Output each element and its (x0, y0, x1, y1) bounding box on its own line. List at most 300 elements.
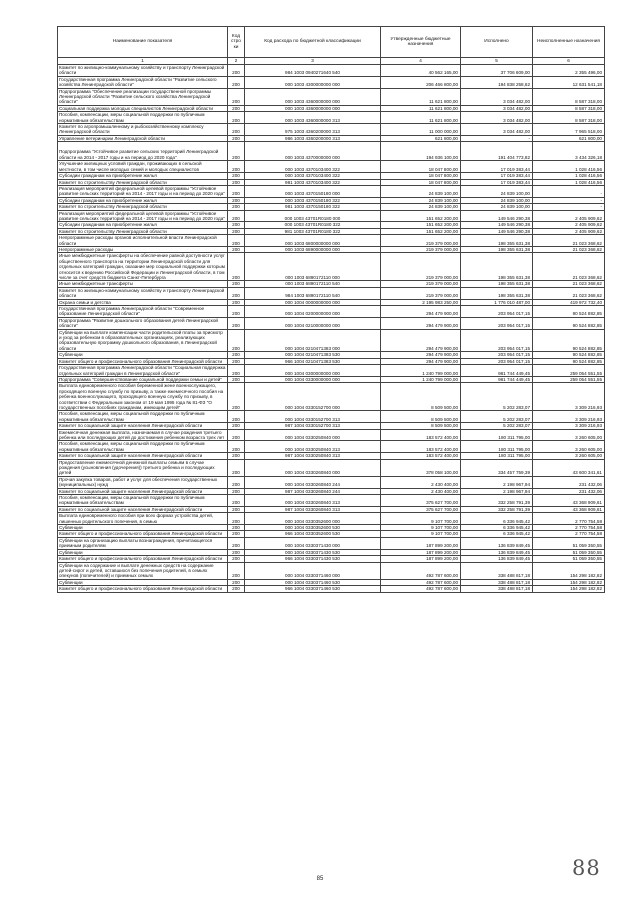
table-row (58, 488, 605, 494)
row-executed-cell: 203 954 017,15 (461, 352, 533, 358)
row-code-cell: 200 (228, 228, 245, 234)
column-number: 2 (228, 58, 245, 65)
row-code-cell: 200 (228, 383, 245, 411)
row-code-cell: 200 (228, 586, 245, 592)
row-name-cell: Комитет по строительству Ленинградской области (58, 204, 228, 210)
row-approved-cell: 18 047 800,00 (381, 179, 461, 185)
table-row (58, 562, 605, 579)
row-code-cell: 200 (228, 429, 245, 441)
row-executed-cell: 338 488 817,18 (461, 586, 533, 592)
row-code-cell: 200 (228, 204, 245, 210)
row-remaining-cell: 21 023 368,62 (533, 235, 605, 247)
row-approved-cell: 8 509 500,00 (381, 383, 461, 411)
row-approved-cell: 151 652 200,00 (381, 222, 461, 228)
row-executed-cell: 332 258 791,39 (461, 495, 533, 507)
row-approved-cell: 8 509 500,00 (381, 423, 461, 429)
row-name-cell: Субвенции на содержание и выплате денежных средств на содержание детей-сирот и детей, оставшихся без попечения родителей, в семьях опекунов (попечителей) и приемных семьях (58, 562, 228, 579)
row-approved-cell: 621 800,00 (381, 135, 461, 141)
row-kbk-cell: 000 1003 6800000000 000 (245, 235, 381, 247)
row-kbk-cell: 981 1003 4370103400 322 (245, 179, 381, 185)
row-name-cell: Субвенции (58, 352, 228, 358)
row-code-cell: 200 (228, 488, 245, 494)
row-kbk-cell: 984 1003 0940271640 540 (245, 65, 381, 77)
budget-execution-table (57, 26, 605, 593)
table-row (58, 453, 605, 459)
row-executed-cell: 17 019 383,44 (461, 173, 533, 179)
row-kbk-cell: 000 1004 0330352600 000 (245, 513, 381, 525)
row-code-cell: 200 (228, 124, 245, 136)
row-name-cell: Комитет по строительству Ленинградской области (58, 228, 228, 234)
row-code-cell: 200 (228, 537, 245, 549)
table-row (58, 376, 605, 382)
row-remaining-cell: 8 587 318,00 (533, 88, 605, 105)
row-remaining-cell: 21 023 368,62 (533, 281, 605, 287)
row-name-cell: Непрограммные расходы (58, 246, 228, 252)
row-kbk-cell: 981 1003 43701R0180 322 (245, 228, 381, 234)
row-remaining-cell: - (533, 204, 605, 210)
row-name-cell: Государственная программа Ленинградской области "Современное образование Ленинградской области" (58, 306, 228, 318)
row-remaining-cell: 2 405 909,62 (533, 228, 605, 234)
row-code-cell: 200 (228, 246, 245, 252)
row-code-cell: 200 (228, 459, 245, 476)
row-code-cell: 200 (228, 105, 245, 111)
table-row (58, 173, 605, 179)
row-code-cell: 200 (228, 506, 245, 512)
row-remaining-cell: 90 524 882,85 (533, 317, 605, 329)
row-remaining-cell: 3 260 605,00 (533, 453, 605, 459)
row-kbk-cell: 987 1004 0330250840 313 (245, 453, 381, 459)
row-approved-cell: 9 107 700,00 (381, 531, 461, 537)
row-code-cell: 200 (228, 365, 245, 377)
row-approved-cell: 24 839 100,00 (381, 197, 461, 203)
row-approved-cell: 183 572 400,00 (381, 429, 461, 441)
row-kbk-cell: 966 1004 0330371460 530 (245, 586, 381, 592)
row-name-cell: Выплата единовременного пособия при всех формах устройства детей, лишенных родительского попечения, в семью (58, 513, 228, 525)
header-approved: Утвержденные бюджетные назначения (381, 27, 461, 58)
row-executed-cell: 6 336 945,42 (461, 531, 533, 537)
row-code-cell: 200 (228, 513, 245, 525)
row-executed-cell: 191 404 773,82 (461, 142, 533, 161)
table-row (58, 210, 605, 222)
table-row (58, 179, 605, 185)
row-remaining-cell: 231 432,06 (533, 488, 605, 494)
row-executed-cell: 24 839 100,00 (461, 185, 533, 197)
row-code-cell: 200 (228, 562, 245, 579)
row-approved-cell: 8 509 500,00 (381, 411, 461, 423)
row-remaining-cell: 90 524 882,85 (533, 329, 605, 352)
table-row (58, 76, 605, 88)
row-name-cell: Государственная программа Ленинградской области "Социальная поддержка отдельных категорий граждан в Ленинградской области" (58, 365, 228, 377)
table-row (58, 124, 605, 136)
table-row (58, 185, 605, 197)
row-approved-cell: 194 936 100,00 (381, 142, 461, 161)
row-approved-cell: 183 572 400,00 (381, 453, 461, 459)
row-executed-cell: 338 488 817,18 (461, 562, 533, 579)
row-kbk-cell: 987 1004 0330152700 313 (245, 423, 381, 429)
row-approved-cell: 11 621 800,00 (381, 105, 461, 111)
row-kbk-cell: 000 1004 0330260840 313 (245, 495, 381, 507)
row-executed-cell: 203 954 017,15 (461, 329, 533, 352)
row-executed-cell: 2 198 967,94 (461, 488, 533, 494)
row-remaining-cell: 1 028 416,56 (533, 161, 605, 173)
row-name-cell: Комитет общего и профессионального образования Ленинградской области (58, 531, 228, 537)
row-approved-cell: 187 899 200,00 (381, 537, 461, 549)
table-row (58, 383, 605, 411)
row-code-cell: 200 (228, 306, 245, 318)
row-name-cell: Иные межбюджетные трансферты на обеспечение равной доступности услуг общественного транспорта на территории Ленинградской области для отдельных категорий граждан, оказание мер социальной поддержки которым относится к ведению Российской Федерации и Ленинградской области, в том числе за счет средств бюджета Санкт-Петербурга (58, 253, 228, 281)
row-kbk-cell: 000 1004 0330152700 313 (245, 411, 381, 423)
row-kbk-cell: 000 1003 4370150180 322 (245, 197, 381, 203)
table-row (58, 476, 605, 488)
row-remaining-cell: 3 309 216,93 (533, 383, 605, 411)
table-row (58, 88, 605, 105)
table-row (58, 429, 605, 441)
row-kbk-cell: 966 1004 0330371430 530 (245, 556, 381, 562)
row-executed-cell: 136 839 849,45 (461, 556, 533, 562)
row-name-cell: Субвенции на организацию выплаты вознаграждения, причитающегося приемным родителям (58, 537, 228, 549)
row-remaining-cell: 1 028 416,56 (533, 173, 605, 179)
row-approved-cell: 375 627 700,00 (381, 495, 461, 507)
table-row (58, 365, 605, 377)
row-executed-cell: 981 744 449,45 (461, 365, 533, 377)
table-row (58, 495, 605, 507)
table-row (58, 506, 605, 512)
row-kbk-cell: 000 1004 0330250840 000 (245, 429, 381, 441)
row-kbk-cell: 000 1003 6890172110 540 (245, 281, 381, 287)
row-executed-cell: 2 198 967,94 (461, 476, 533, 488)
row-kbk-cell: 000 1003 4360000000 000 (245, 105, 381, 111)
row-name-cell: Пособия, компенсации, меры социальной поддержки по публичным нормативным обязательствам (58, 495, 228, 507)
row-approved-cell: 2 430 400,00 (381, 476, 461, 488)
row-approved-cell: 1 240 799 000,00 (381, 365, 461, 377)
row-remaining-cell: 51 059 350,55 (533, 556, 605, 562)
row-executed-cell: 203 954 017,15 (461, 317, 533, 329)
row-executed-cell: 5 202 283,07 (461, 423, 533, 429)
row-executed-cell: 24 839 100,00 (461, 197, 533, 203)
column-number-row (58, 58, 605, 65)
row-approved-cell: 294 479 900,00 (381, 329, 461, 352)
row-approved-cell: 219 379 000,00 (381, 235, 461, 247)
row-remaining-cell: 259 054 551,55 (533, 365, 605, 377)
row-executed-cell: 17 019 383,44 (461, 179, 533, 185)
table-row (58, 411, 605, 423)
row-name-cell: Предоставление ежемесячной денежной выплаты семьям в случае рождения (усыновления (удочерения)) третьего ребенка и последующих детей (58, 459, 228, 476)
row-approved-cell: 183 572 400,00 (381, 441, 461, 453)
row-executed-cell: 3 034 482,00 (461, 124, 533, 136)
table-row (58, 306, 605, 318)
row-approved-cell: 492 787 600,00 (381, 562, 461, 579)
row-remaining-cell: 3 260 605,00 (533, 429, 605, 441)
row-name-cell: Реализация мероприятий федеральной целевой программы "Устойчивое развитие сельских территорий на 2014 - 2017 годы и на период до 2020 года" (58, 210, 228, 222)
row-executed-cell: 3 034 482,00 (461, 112, 533, 124)
page-number: 85 (316, 876, 324, 882)
row-name-cell: Субсидии гражданам на приобретение жилья (58, 173, 228, 179)
row-remaining-cell: 12 631 541,18 (533, 76, 605, 88)
row-kbk-cell: 000 1003 43701R0180 322 (245, 222, 381, 228)
column-number: 1 (58, 58, 228, 65)
row-code-cell: 200 (228, 423, 245, 429)
row-approved-cell: 2 430 400,00 (381, 488, 461, 494)
row-code-cell: 200 (228, 476, 245, 488)
row-remaining-cell: 3 309 216,93 (533, 423, 605, 429)
row-executed-cell: 198 355 631,38 (461, 246, 533, 252)
table-row (58, 235, 605, 247)
header-executed: Исполнено (461, 27, 533, 58)
row-approved-cell: 294 479 900,00 (381, 317, 461, 329)
row-approved-cell: 187 899 200,00 (381, 556, 461, 562)
row-code-cell: 200 (228, 352, 245, 358)
table-row (58, 161, 605, 173)
table-body (58, 65, 605, 593)
row-executed-cell: 194 838 258,62 (461, 76, 533, 88)
row-remaining-cell: 3 309 216,93 (533, 411, 605, 423)
row-kbk-cell: 000 1004 0330260840 244 (245, 476, 381, 488)
row-kbk-cell: 000 1004 0330250840 313 (245, 441, 381, 453)
row-name-cell: Субвенции на выплате компенсации части родительской платы за присмотр и уход за ребенком в образовательных организациях, реализующих образовательную программу дошкольного образования, в Ленинградской области (58, 329, 228, 352)
row-remaining-cell: 154 298 182,82 (533, 579, 605, 585)
row-kbk-cell: 000 1004 0330000000 000 (245, 376, 381, 382)
row-kbk-cell: 000 1003 4360000000 000 (245, 88, 381, 105)
row-kbk-cell: 000 1003 6890172110 000 (245, 253, 381, 281)
row-name-cell: Выплата единовременного пособия беременной жене военнослужащего, проходящего военную службу по призыву, а также ежемесячного пособия на ребенка военнослужащего, проходящего военную службу по призыву, в соответствии с Федеральным законом от 19 мая 1995 года № 81-ФЗ "О государственных пособиях гражданам, имеющим детей" (58, 383, 228, 411)
row-executed-cell: 332 258 791,39 (461, 506, 533, 512)
row-approved-cell: 24 839 100,00 (381, 185, 461, 197)
row-name-cell: Комитет по строительству Ленинградской области (58, 179, 228, 185)
table-row (58, 287, 605, 299)
table-row (58, 105, 605, 111)
row-code-cell: 200 (228, 317, 245, 329)
row-approved-cell: 9 107 700,00 (381, 525, 461, 531)
row-approved-cell: 18 047 800,00 (381, 173, 461, 179)
row-kbk-cell: 000 1004 0210471383 000 (245, 329, 381, 352)
row-code-cell: 200 (228, 453, 245, 459)
row-kbk-cell: 000 1004 0210000000 000 (245, 317, 381, 329)
row-kbk-cell: 000 1003 4300000000 000 (245, 76, 381, 88)
table-row (58, 423, 605, 429)
row-remaining-cell: 2 770 754,58 (533, 531, 605, 537)
row-kbk-cell: 000 1004 0000000000 000 (245, 299, 381, 305)
table-row (58, 441, 605, 453)
row-approved-cell: 11 000 000,00 (381, 124, 461, 136)
row-name-cell: Ежемесячная денежная выплата, назначаемая в случае рождения третьего ребенка или последующих детей до достижения ребенком возраста трех лет (58, 429, 228, 441)
table-row (58, 317, 605, 329)
row-code-cell: 200 (228, 281, 245, 287)
table-row (58, 253, 605, 281)
row-executed-cell: 6 336 945,42 (461, 525, 533, 531)
row-remaining-cell: 8 587 318,00 (533, 105, 605, 111)
row-name-cell: Подпрограмма "Развитие дошкольного образования детей Ленинградской области" (58, 317, 228, 329)
row-approved-cell: 219 379 000,00 (381, 287, 461, 299)
table-row (58, 222, 605, 228)
row-executed-cell: 180 311 795,00 (461, 429, 533, 441)
row-kbk-cell: 000 1003 6890000000 000 (245, 246, 381, 252)
row-kbk-cell: 000 1003 4360000000 313 (245, 112, 381, 124)
row-kbk-cell: 981 1003 4370150180 322 (245, 204, 381, 210)
row-executed-cell: 149 546 290,38 (461, 210, 533, 222)
row-code-cell: 200 (228, 329, 245, 352)
row-code-cell: 200 (228, 531, 245, 537)
row-executed-cell: 180 311 795,00 (461, 453, 533, 459)
row-code-cell: 200 (228, 525, 245, 531)
row-remaining-cell: 2 355 496,00 (533, 65, 605, 77)
row-code-cell: 200 (228, 179, 245, 185)
row-approved-cell: 187 899 200,00 (381, 549, 461, 555)
row-name-cell: Прочая закупка товаров, работ и услуг для обеспечения государственных (муниципальных) нужд (58, 476, 228, 488)
row-code-cell: 200 (228, 376, 245, 382)
row-name-cell: Комитет по социальной защите населения Ленинградской области (58, 488, 228, 494)
table-row (58, 513, 605, 525)
row-name-cell: Управление ветеринарии Ленинградской области (58, 135, 228, 141)
row-executed-cell: 203 954 017,15 (461, 358, 533, 364)
column-number: 3 (245, 58, 381, 65)
row-name-cell: Иные межбюджетные трансферты (58, 281, 228, 287)
row-name-cell: Комитет по социальной защите населения Ленинградской области (58, 506, 228, 512)
row-executed-cell: 180 311 795,00 (461, 441, 533, 453)
row-approved-cell: 18 047 800,00 (381, 161, 461, 173)
row-executed-cell: 17 019 383,44 (461, 161, 533, 173)
row-approved-cell: 11 621 800,00 (381, 112, 461, 124)
row-code-cell: 200 (228, 299, 245, 305)
row-executed-cell: 24 839 100,00 (461, 204, 533, 210)
row-executed-cell: 198 355 631,38 (461, 281, 533, 287)
row-name-cell: Комитет по агропромышленному и рыбохозяйственному комплексу Ленинградской области (58, 124, 228, 136)
row-kbk-cell: 987 1004 0330260840 244 (245, 488, 381, 494)
header-kbk: Код расхода по бюджетной классификации (245, 27, 381, 58)
row-name-cell: Подпрограмма "Обеспечение реализации государственной программы Ленинградской области "Развитие сельского хозяйства Ленинградской области" (58, 88, 228, 105)
row-kbk-cell: 000 1003 4370103400 322 (245, 161, 381, 173)
header-code: Код стро ки (228, 27, 245, 58)
row-approved-cell: 2 195 983 250,00 (381, 299, 461, 305)
table-row (58, 65, 605, 77)
row-executed-cell: 198 355 631,38 (461, 287, 533, 299)
row-code-cell: 200 (228, 358, 245, 364)
row-approved-cell: 9 107 700,00 (381, 513, 461, 525)
row-executed-cell: 203 954 017,15 (461, 306, 533, 318)
row-executed-cell: 198 355 631,38 (461, 253, 533, 281)
row-code-cell: 200 (228, 185, 245, 197)
column-number: 6 (533, 58, 605, 65)
row-approved-cell: 151 652 200,00 (381, 228, 461, 234)
row-kbk-cell: 975 1003 4360200000 313 (245, 124, 381, 136)
table-row (58, 329, 605, 352)
row-remaining-cell: 90 524 882,85 (533, 306, 605, 318)
row-name-cell: Государственная программа Ленинградской области "Развитие сельского хозяйства Ленинградской области" (58, 76, 228, 88)
row-name-cell: Комитет по социальной защите населения Ленинградской области (58, 453, 228, 459)
header-name: Наименование показателя (58, 27, 228, 58)
row-code-cell: 200 (228, 197, 245, 203)
row-executed-cell: 37 706 609,00 (461, 65, 533, 77)
row-executed-cell: 149 546 290,38 (461, 222, 533, 228)
row-kbk-cell: 000 1004 0330352600 530 (245, 525, 381, 531)
row-name-cell: Улучшение жилищных условий граждан, проживающих в сельской местности, в том числе молодых семей и молодых специалистов (58, 161, 228, 173)
row-approved-cell: 40 562 165,00 (381, 65, 461, 77)
row-name-cell: Непрограммные расходы органов исполнительной власти Ленинградской области (58, 235, 228, 247)
row-name-cell: Комитет общего и профессионального образования Ленинградской области (58, 586, 228, 592)
row-approved-cell: 375 627 700,00 (381, 506, 461, 512)
row-code-cell: 200 (228, 210, 245, 222)
row-approved-cell: 219 379 000,00 (381, 253, 461, 281)
row-code-cell: 200 (228, 287, 245, 299)
row-approved-cell: 24 839 100,00 (381, 204, 461, 210)
table-row (58, 142, 605, 161)
row-code-cell: 200 (228, 161, 245, 173)
row-executed-cell: 136 839 849,45 (461, 537, 533, 549)
row-code-cell: 200 (228, 579, 245, 585)
row-executed-cell: 6 336 945,42 (461, 513, 533, 525)
row-kbk-cell: 000 1003 4370103400 322 (245, 173, 381, 179)
row-code-cell: 200 (228, 235, 245, 247)
row-kbk-cell: 000 1004 0330371430 000 (245, 537, 381, 549)
row-remaining-cell: 1 028 416,56 (533, 179, 605, 185)
row-code-cell: 200 (228, 222, 245, 228)
row-kbk-cell: 000 1004 0330371430 530 (245, 549, 381, 555)
row-name-cell: Пособия, компенсации, меры социальной поддержки по публичным нормативным обязательствам (58, 441, 228, 453)
row-approved-cell: 1 240 799 000,00 (381, 376, 461, 382)
table-row (58, 531, 605, 537)
row-remaining-cell: 51 059 350,55 (533, 549, 605, 555)
row-remaining-cell: 43 600 341,61 (533, 459, 605, 476)
row-approved-cell: 151 652 200,00 (381, 210, 461, 222)
row-remaining-cell: 43 368 909,61 (533, 506, 605, 512)
row-remaining-cell: 259 054 551,55 (533, 376, 605, 382)
row-approved-cell: 294 479 900,00 (381, 358, 461, 364)
row-code-cell: 200 (228, 173, 245, 179)
row-name-cell: Охрана семьи и детства (58, 299, 228, 305)
row-kbk-cell: 000 1004 0210471383 530 (245, 352, 381, 358)
row-executed-cell: 3 034 482,00 (461, 88, 533, 105)
row-remaining-cell: 154 298 182,82 (533, 562, 605, 579)
row-remaining-cell: - (533, 185, 605, 197)
row-remaining-cell: 43 368 909,61 (533, 495, 605, 507)
row-code-cell: 200 (228, 556, 245, 562)
row-name-cell: Субвенции (58, 549, 228, 555)
row-code-cell: 200 (228, 441, 245, 453)
row-name-cell: Реализация мероприятий федеральной целевой программы "Устойчивое развитие сельских территорий на 2014 - 2017 годы и на период до 2020 года" (58, 185, 228, 197)
row-kbk-cell: 966 1004 0210471383 530 (245, 358, 381, 364)
table-row (58, 204, 605, 210)
row-remaining-cell: - (533, 197, 605, 203)
row-approved-cell: 492 787 600,00 (381, 579, 461, 585)
column-number: 4 (381, 58, 461, 65)
row-executed-cell: 149 546 290,38 (461, 228, 533, 234)
report-sheet (57, 26, 604, 593)
row-kbk-cell: 986 1003 4360200000 313 (245, 135, 381, 141)
row-name-cell: Комитет по социальной защите населения Ленинградской области (58, 423, 228, 429)
row-remaining-cell: 90 524 882,85 (533, 358, 605, 364)
row-code-cell: 200 (228, 253, 245, 281)
row-kbk-cell: 000 1003 4370000000 000 (245, 142, 381, 161)
table-row (58, 459, 605, 476)
row-name-cell: Подпрограмма "Совершенствование социальной поддержки семьи и детей" (58, 376, 228, 382)
row-executed-cell: 198 355 631,38 (461, 235, 533, 247)
table-row (58, 537, 605, 549)
row-name-cell: Подпрограмма "Устойчивое развитие сельских территорий Ленинградской области на 2014 - 2017 годы и на период до 2020 года" (58, 142, 228, 161)
row-remaining-cell: 7 965 518,00 (533, 124, 605, 136)
row-kbk-cell: 000 1004 0330371460 000 (245, 562, 381, 579)
row-name-cell: Субсидии гражданам на приобретение жилья (58, 222, 228, 228)
row-remaining-cell: 90 524 882,85 (533, 352, 605, 358)
row-executed-cell: 5 202 283,07 (461, 383, 533, 411)
row-executed-cell: 334 457 759,39 (461, 459, 533, 476)
header-remaining: Неисполненные назначения (533, 27, 605, 58)
row-kbk-cell: 987 1004 0330260840 313 (245, 506, 381, 512)
row-kbk-cell: 000 1004 0330371460 530 (245, 579, 381, 585)
row-remaining-cell: 3 260 605,00 (533, 441, 605, 453)
row-remaining-cell: 2 405 909,62 (533, 222, 605, 228)
row-name-cell: Комитет общего и профессионального образования Ленинградской области (58, 358, 228, 364)
row-remaining-cell: 154 298 182,82 (533, 586, 605, 592)
row-remaining-cell: 21 023 368,62 (533, 246, 605, 252)
